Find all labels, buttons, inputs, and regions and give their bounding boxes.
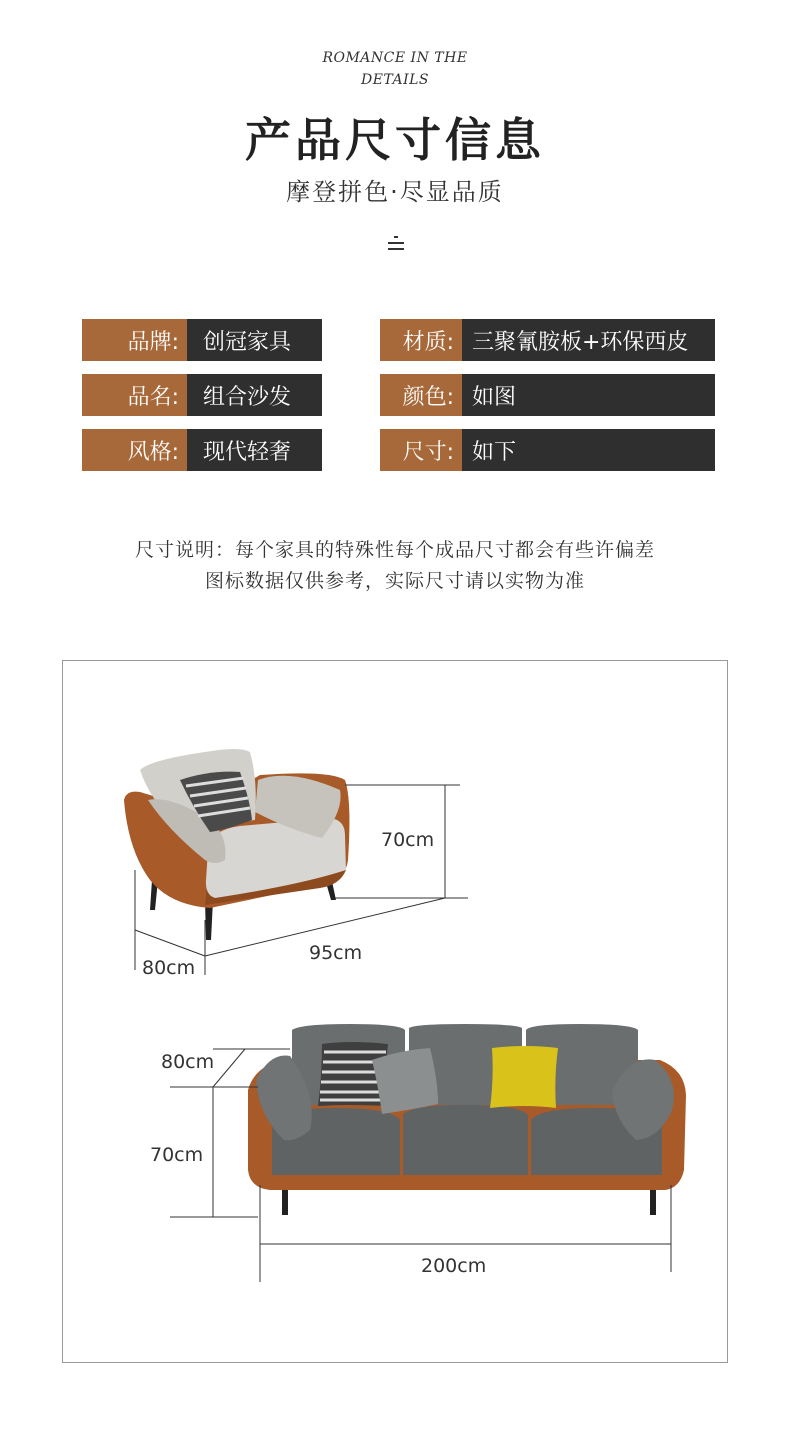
page-subtitle: 摩登拼色·尽显品质 bbox=[286, 178, 504, 206]
eyebrow-line-1: ROMANCE IN THE bbox=[322, 50, 468, 66]
spec-label: 颜色: bbox=[380, 374, 462, 416]
spec-label: 尺寸: bbox=[380, 429, 462, 471]
spec-label: 风格: bbox=[82, 429, 187, 471]
armchair-height-label: 70cm bbox=[381, 829, 435, 851]
spec-value: 如图 bbox=[462, 374, 715, 416]
spec-value: 创冠家具 bbox=[187, 319, 322, 361]
sofa-depth-label: 80cm bbox=[161, 1051, 215, 1073]
armchair-image bbox=[124, 749, 349, 940]
eyebrow-line-2: DETAILS bbox=[360, 72, 430, 88]
sofa-height-label: 70cm bbox=[150, 1144, 204, 1166]
spec-value: 现代轻奢 bbox=[187, 429, 322, 471]
armchair-depth-label: 80cm bbox=[142, 957, 196, 979]
spec-value: 三聚氰胺板+环保西皮 bbox=[462, 319, 715, 361]
spec-value: 组合沙发 bbox=[187, 374, 322, 416]
spec-label: 品名: bbox=[82, 374, 187, 416]
size-note-line-2: 图标数据仅供参考，实际尺寸请以实物为准 bbox=[204, 570, 585, 592]
size-note-line-1: 尺寸说明：每个家具的特殊性每个成品尺寸都会有些许偏差 bbox=[134, 539, 655, 561]
sofa-image bbox=[248, 1024, 686, 1215]
spec-label: 品牌: bbox=[82, 319, 187, 361]
armchair-width-label: 95cm bbox=[309, 942, 363, 964]
spec-label: 材质: bbox=[380, 319, 462, 361]
sofa-width-label: 200cm bbox=[421, 1255, 487, 1277]
page-title: 产品尺寸信息 bbox=[245, 113, 545, 167]
spec-value: 如下 bbox=[462, 429, 715, 471]
